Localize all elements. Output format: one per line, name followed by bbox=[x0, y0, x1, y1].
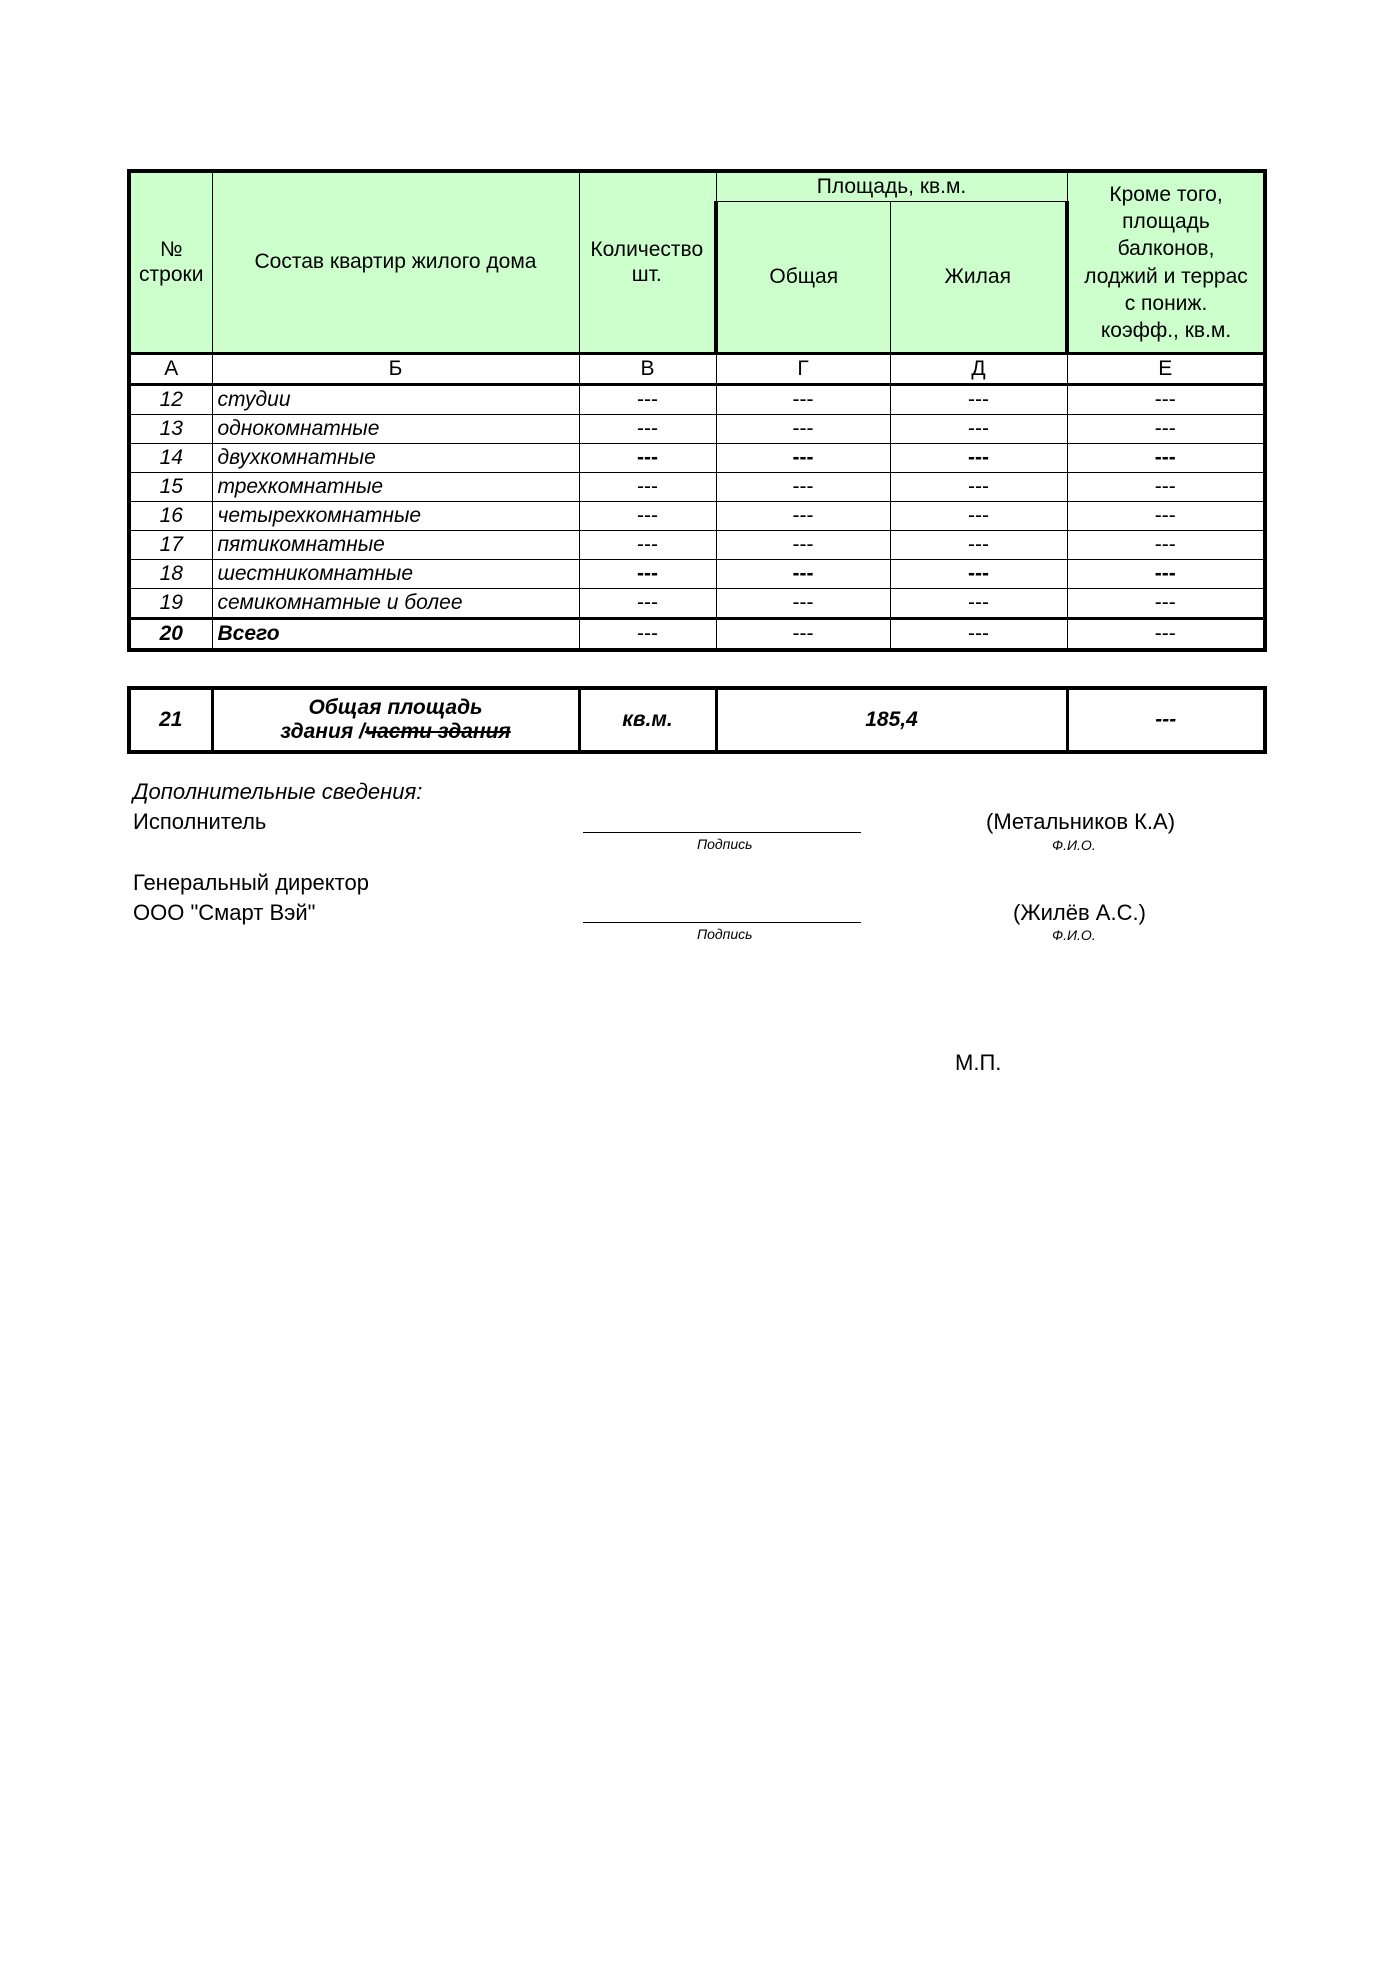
row-name: шестникомнатные bbox=[212, 560, 579, 589]
building-label-line2a: здания / bbox=[280, 720, 365, 743]
table-row bbox=[129, 589, 1265, 619]
row-total-area: --- bbox=[716, 502, 890, 531]
row-number: 19 bbox=[129, 589, 212, 619]
row-extra-area: --- bbox=[1067, 473, 1265, 502]
row-extra-area: --- bbox=[1067, 385, 1265, 415]
total-row-name: Всего bbox=[212, 619, 579, 651]
table-row bbox=[129, 444, 1265, 473]
row-number: 12 bbox=[129, 385, 212, 415]
letter-cell: Е bbox=[1067, 354, 1265, 385]
building-label-line1: Общая площадь bbox=[308, 695, 483, 719]
executor-sign-caption: Подпись bbox=[697, 836, 753, 852]
stamp-place: М.П. bbox=[955, 1050, 1002, 1075]
header-area-group: Площадь, кв.м. bbox=[716, 171, 1067, 202]
row-extra-area: --- bbox=[1067, 560, 1265, 589]
table-row bbox=[129, 385, 1265, 415]
row-living-area: --- bbox=[890, 502, 1067, 531]
row-qty: --- bbox=[579, 560, 716, 589]
header-total-area: Общая bbox=[716, 202, 890, 354]
building-area-table bbox=[127, 686, 1267, 754]
row-total-area: --- bbox=[716, 473, 890, 502]
row-extra-area: --- bbox=[1067, 444, 1265, 473]
row-number: 16 bbox=[129, 502, 212, 531]
director-company: ООО "Смарт Вэй" bbox=[133, 900, 316, 925]
row-name: пятикомнатные bbox=[212, 531, 579, 560]
table-row bbox=[129, 560, 1265, 589]
building-area-label bbox=[212, 688, 579, 752]
director-signature-line bbox=[583, 922, 861, 923]
header-extra-area: Кроме того, площадь балконов, лоджий и террас с пониж. коэфф., кв.м. bbox=[1067, 171, 1265, 354]
row-name: семикомнатные и более bbox=[212, 589, 579, 619]
letter-cell: В bbox=[579, 354, 716, 385]
row-name: двухкомнатные bbox=[212, 444, 579, 473]
row-number: 13 bbox=[129, 415, 212, 444]
row-living-area: --- bbox=[890, 473, 1067, 502]
total-row-qty: --- bbox=[579, 619, 716, 651]
total-row-number: 20 bbox=[129, 619, 212, 651]
letter-cell: А bbox=[129, 354, 212, 385]
row-extra-area: --- bbox=[1067, 531, 1265, 560]
row-total-area: --- bbox=[716, 589, 890, 619]
row-total-area: --- bbox=[716, 560, 890, 589]
total-row bbox=[129, 619, 1265, 651]
table-row bbox=[129, 415, 1265, 444]
director-name: (Жилёв А.С.) bbox=[1013, 900, 1146, 925]
row-living-area: --- bbox=[890, 531, 1067, 560]
row-living-area: --- bbox=[890, 560, 1067, 589]
row-qty: --- bbox=[579, 385, 716, 415]
row-total-area: --- bbox=[716, 444, 890, 473]
row-extra-area: --- bbox=[1067, 589, 1265, 619]
row-extra-area: --- bbox=[1067, 415, 1265, 444]
apartments-table bbox=[127, 169, 1267, 652]
row-total-area: --- bbox=[716, 385, 890, 415]
letter-cell: Г bbox=[716, 354, 890, 385]
row-number: 18 bbox=[129, 560, 212, 589]
building-unit: кв.м. bbox=[579, 688, 716, 752]
director-title: Генеральный директор bbox=[133, 870, 369, 895]
total-row-total-area: --- bbox=[716, 619, 890, 651]
row-name: однокомнатные bbox=[212, 415, 579, 444]
director-fio-caption: Ф.И.О. bbox=[1052, 927, 1096, 943]
row-qty: --- bbox=[579, 531, 716, 560]
header-living-area: Жилая bbox=[890, 202, 1067, 354]
director-sign-caption: Подпись bbox=[697, 926, 753, 942]
row-qty: --- bbox=[579, 473, 716, 502]
row-qty: --- bbox=[579, 444, 716, 473]
total-row-living-area: --- bbox=[890, 619, 1067, 651]
row-qty: --- bbox=[579, 589, 716, 619]
row-living-area: --- bbox=[890, 385, 1067, 415]
letter-cell: Б bbox=[212, 354, 579, 385]
row-extra-area: --- bbox=[1067, 502, 1265, 531]
total-row-extra-area: --- bbox=[1067, 619, 1265, 651]
row-number: 17 bbox=[129, 531, 212, 560]
additional-info-label: Дополнительные сведения: bbox=[133, 779, 423, 804]
building-extra: --- bbox=[1067, 688, 1265, 752]
executor-label: Исполнитель bbox=[133, 809, 267, 834]
header-row-number: № строки bbox=[129, 171, 212, 354]
executor-name: (Метальников К.А) bbox=[986, 809, 1176, 834]
table-row bbox=[129, 473, 1265, 502]
row-name: студии bbox=[212, 385, 579, 415]
table-row bbox=[129, 502, 1265, 531]
building-label-line2b: части здания bbox=[364, 720, 511, 743]
row-number: 14 bbox=[129, 444, 212, 473]
building-row-number: 21 bbox=[129, 688, 212, 752]
row-living-area: --- bbox=[890, 444, 1067, 473]
header-quantity: Количество шт. bbox=[579, 171, 716, 354]
executor-fio-caption: Ф.И.О. bbox=[1052, 837, 1096, 853]
row-qty: --- bbox=[579, 415, 716, 444]
letter-cell: Д bbox=[890, 354, 1067, 385]
row-name: четырехкомнатные bbox=[212, 502, 579, 531]
row-name: трехкомнатные bbox=[212, 473, 579, 502]
row-total-area: --- bbox=[716, 415, 890, 444]
row-living-area: --- bbox=[890, 589, 1067, 619]
table-row bbox=[129, 531, 1265, 560]
header-composition: Состав квартир жилого дома bbox=[212, 171, 579, 354]
building-area-value: 185,4 bbox=[716, 688, 1067, 752]
row-qty: --- bbox=[579, 502, 716, 531]
row-total-area: --- bbox=[716, 531, 890, 560]
row-living-area: --- bbox=[890, 415, 1067, 444]
row-number: 15 bbox=[129, 473, 212, 502]
executor-signature-line bbox=[583, 832, 861, 833]
